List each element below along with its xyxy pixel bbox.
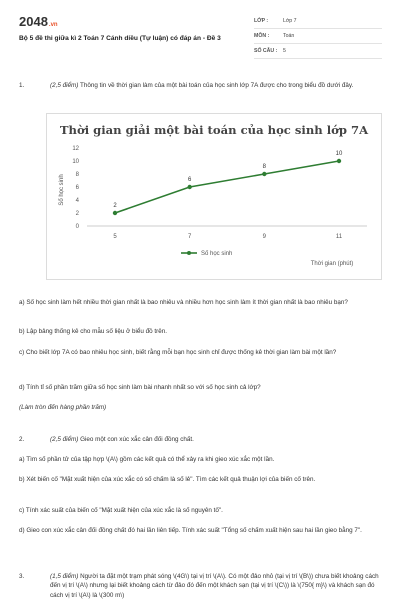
- y-tick-label: 10: [72, 159, 79, 165]
- question-2-part-a: a) Tìm số phần tử của tập hợp \(A\) gồm các kết quả có thể xảy ra khi gieo xúc xắc một lần.: [19, 456, 275, 463]
- question-number: 1.: [19, 82, 25, 89]
- y-tick-label: 4: [75, 198, 79, 204]
- document-title: Bộ 5 đề thi giữa kì 2 Toán 7 Cánh diều (Tự luận) có đáp án - Đề 3: [19, 35, 221, 42]
- legend-marker: [187, 251, 191, 255]
- data-label: 8: [262, 164, 267, 170]
- x-tick-label: 5: [113, 234, 117, 240]
- question-text: Gieo một con xúc xắc cân đối đồng chất.: [80, 436, 194, 443]
- question-points: (2,5 điểm): [50, 436, 79, 443]
- data-point: [337, 159, 341, 163]
- line-chart: [46, 113, 382, 280]
- question-text: Người ta đặt một trạm phát sóng \(4G\) tại vị trí \(A\). Có một đảo nhỏ (tại vị trí \(B\)) chưa biết khoảng cách đến vị trí \(A\) nhưng lại biết khoảng cách từ đảo đó đến một khách sạn (tại vị trí \(C\)) là \(750{ m}\) và khách sạn đó cách vị trí \(A\) là \(300 m\): [50, 573, 379, 599]
- question-1-part-c: c) Cho biết lớp 7A có bao nhiêu học sinh, biết rằng mỗi bạn học sinh chỉ được thống kê thời gian làm bài một lần?: [19, 349, 337, 356]
- meta-key: MÔN :: [254, 33, 270, 39]
- meta-key: SỐ CÂU :: [254, 48, 278, 54]
- data-label: 6: [187, 177, 192, 183]
- question-2-part-d: d) Gieo con xúc xắc cân đối đồng chất đó hai lần liên tiếp. Tính xác suất "Tổng số chấm xuất hiện sau hai lần gieo bằng 7".: [19, 527, 362, 534]
- logo-text: 2048: [19, 14, 48, 29]
- data-label: 2: [113, 203, 117, 209]
- chart-svg: [47, 114, 381, 279]
- y-axis-title: Số học sinh: [59, 174, 65, 206]
- question-number: 2.: [19, 436, 25, 443]
- y-tick-label: 6: [75, 185, 79, 191]
- x-tick-label: 11: [335, 234, 343, 240]
- meta-row-subject: [254, 29, 382, 44]
- question-body: [50, 435, 381, 444]
- meta-value: Toán: [283, 33, 295, 39]
- question-1: [19, 81, 381, 101]
- document-meta: [254, 14, 382, 59]
- meta-row-question-count: [254, 44, 382, 59]
- x-axis-title: Thời gian (phút): [310, 261, 354, 267]
- y-tick-label: 8: [75, 172, 79, 178]
- question-3: [19, 572, 381, 600]
- question-1-part-a: a) Số học sinh làm hết nhiều thời gian nhất là bao nhiêu và nhiều hơn học sinh làm ít thời gian nhất là bao nhiêu bạn?: [19, 299, 348, 306]
- question-points: (1,5 điểm): [50, 573, 79, 580]
- meta-value: Lớp 7: [283, 18, 297, 24]
- question-text: Thông tin về thời gian làm của một bài toán của học sinh lớp 7A được cho trong biểu đồ dưới đây.: [80, 82, 354, 89]
- data-label: 10: [335, 151, 343, 157]
- series-line: [115, 161, 339, 213]
- site-logo[interactable]: [19, 14, 58, 29]
- question-1-part-b: b) Lập bảng thống kê cho mẫu số liệu ở biểu đồ trên.: [19, 328, 168, 335]
- y-tick-label: 12: [72, 146, 79, 152]
- legend-label: Số học sinh: [201, 251, 233, 257]
- question-points: (2,5 điểm): [50, 82, 79, 89]
- data-point: [262, 172, 266, 176]
- question-2-part-c: c) Tính xác suất của biến cố "Mặt xuất hiện của xúc xắc là số nguyên tố".: [19, 507, 223, 514]
- data-point: [187, 185, 191, 189]
- meta-row-class: [254, 14, 382, 29]
- meta-key: LỚP :: [254, 18, 269, 24]
- question-body: [50, 572, 381, 600]
- y-tick-label: 0: [75, 224, 79, 230]
- chart-title: Thời gian giải một bài toán của học sinh lớp 7A: [59, 123, 369, 137]
- logo-suffix: .vn: [48, 22, 58, 28]
- data-point: [113, 211, 117, 215]
- x-tick-label: 7: [187, 234, 192, 240]
- x-tick-label: 9: [262, 234, 267, 240]
- chart-plot-area: [72, 146, 367, 257]
- question-1-note: (Làm tròn đến hàng phần trăm): [19, 404, 107, 411]
- question-1-part-d: d) Tính tỉ số phần trăm giữa số học sinh làm bài nhanh nhất so với số học sinh cả lớp?: [19, 384, 261, 391]
- meta-value: 5: [283, 48, 286, 54]
- question-2: [19, 435, 381, 445]
- y-tick-label: 2: [75, 211, 79, 217]
- question-number: 3.: [19, 573, 25, 580]
- document-header: [0, 0, 400, 62]
- question-body: [50, 81, 381, 90]
- question-2-part-b: b) Xét biến cố "Mặt xuất hiện của xúc xắc có số chấm là số lẻ". Tìm các kết quả thuận lợi của biến cố trên.: [19, 476, 316, 483]
